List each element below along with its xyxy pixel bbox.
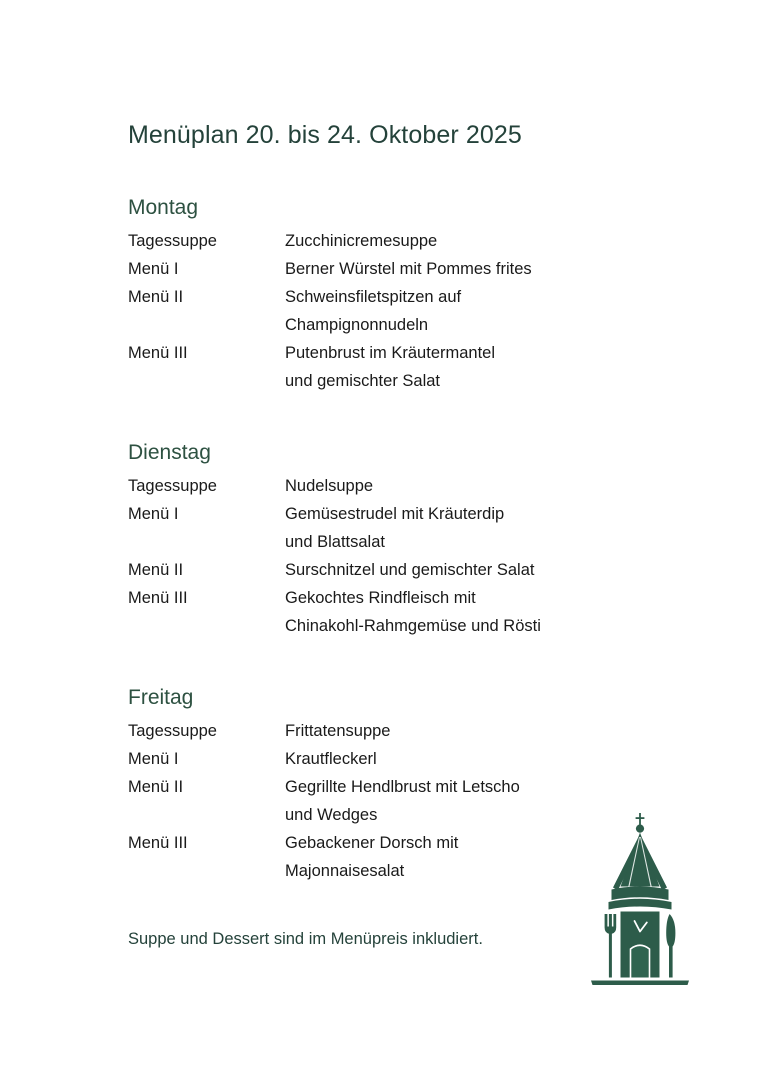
- menu-row: [128, 283, 648, 339]
- menu-row-label: Menü III: [128, 834, 188, 852]
- page-title: Menüplan 20. bis 24. Oktober 2025: [128, 121, 522, 149]
- menu-row-label: Menü I: [128, 260, 179, 278]
- menu-row-value-line: und Blattsalat: [285, 533, 385, 551]
- menu-row: [128, 255, 648, 283]
- menu-row-value: [285, 283, 648, 339]
- menu-row-value: [285, 227, 648, 255]
- menu-row-label: Menü I: [128, 750, 179, 768]
- menu-row-label: Menü II: [128, 561, 184, 579]
- menu-row-value-line: Schweinsfiletspitzen auf: [285, 288, 462, 306]
- menu-row-value-line: Berner Würstel mit Pommes frites: [285, 260, 532, 278]
- menu-row-value-line: Surschnitzel und gemischter Salat: [285, 561, 535, 579]
- menu-rows: [128, 227, 648, 395]
- menu-row-value: [285, 500, 648, 556]
- knife-icon: [666, 914, 675, 978]
- menu-row-value: [285, 255, 648, 283]
- menu-row-value: [285, 584, 648, 640]
- menu-row: [128, 227, 648, 255]
- menu-row-value-line: Krautfleckerl: [285, 750, 377, 768]
- day-heading: Freitag: [128, 686, 194, 709]
- menu-row-value-line: und Wedges: [285, 806, 378, 824]
- cornice-upper: [612, 887, 669, 901]
- menu-row: [128, 556, 648, 584]
- menu-row-value-line: Gekochtes Rindfleisch mit: [285, 589, 476, 607]
- fork-icon: [605, 914, 617, 978]
- menu-row-value: [285, 717, 648, 745]
- menu-row-value-line: Chinakohl-Rahmgemüse und Rösti: [285, 617, 541, 635]
- day-sections: [128, 194, 648, 885]
- menu-rows: [128, 472, 648, 640]
- day-heading: Montag: [128, 196, 199, 219]
- day-section: [128, 684, 648, 885]
- menu-row-label: Menü III: [128, 589, 188, 607]
- menu-row: [128, 500, 648, 556]
- day-section: [128, 194, 648, 395]
- menu-row: [128, 745, 648, 773]
- clock-face: [628, 915, 653, 940]
- cross-horizontal: [636, 817, 645, 819]
- menu-row-label: Tagessuppe: [128, 722, 217, 740]
- menu-row: [128, 472, 648, 500]
- menu-row-value: [285, 745, 648, 773]
- menu-row-label: Menü I: [128, 505, 179, 523]
- menu-row-value: [285, 339, 648, 395]
- menu-row-label: Tagessuppe: [128, 477, 217, 495]
- day-heading: Dienstag: [128, 441, 211, 464]
- menu-rows: [128, 717, 648, 885]
- day-section: [128, 439, 648, 640]
- menu-row-value-line: Champignonnudeln: [285, 316, 429, 334]
- menu-row-value-line: Gebackener Dorsch mit: [285, 834, 459, 852]
- menu-row-value: [285, 472, 648, 500]
- cornice-lower: [609, 899, 672, 910]
- menu-row-label: Tagessuppe: [128, 232, 217, 250]
- footer-note: Suppe und Dessert sind im Menüpreis inkludiert.: [128, 930, 483, 948]
- gutter-left: [617, 912, 619, 978]
- church-tower-fork-knife-logo: [589, 810, 691, 986]
- menu-row: [128, 584, 648, 640]
- menu-row-label: Menü III: [128, 344, 188, 362]
- menu-row-value-line: Gemüsestrudel mit Kräuterdip: [285, 505, 505, 523]
- menu-row: [128, 829, 648, 885]
- tower-door: [631, 945, 650, 977]
- menu-row: [128, 717, 648, 745]
- finial-ball: [636, 825, 644, 833]
- ground-baseline: [591, 981, 689, 986]
- menu-row-value-line: Majonnaisesalat: [285, 862, 405, 880]
- menu-row: [128, 339, 648, 395]
- menu-row-value-line: Nudelsuppe: [285, 477, 374, 495]
- menu-content: [128, 118, 648, 953]
- menu-row-value-line: Frittatensuppe: [285, 722, 391, 740]
- menu-row-value-line: und gemischter Salat: [285, 372, 441, 390]
- menu-row-value-line: Gegrillte Hendlbrust mit Letscho: [285, 778, 520, 796]
- menu-row-value-line: Zucchinicremesuppe: [285, 232, 438, 250]
- menu-row-value-line: Putenbrust im Kräutermantel: [285, 344, 496, 362]
- menu-row-label: Menü II: [128, 778, 184, 796]
- menu-row: [128, 773, 648, 829]
- menu-row-label: Menü II: [128, 288, 184, 306]
- gutter-right: [661, 912, 663, 978]
- menu-row-value: [285, 556, 648, 584]
